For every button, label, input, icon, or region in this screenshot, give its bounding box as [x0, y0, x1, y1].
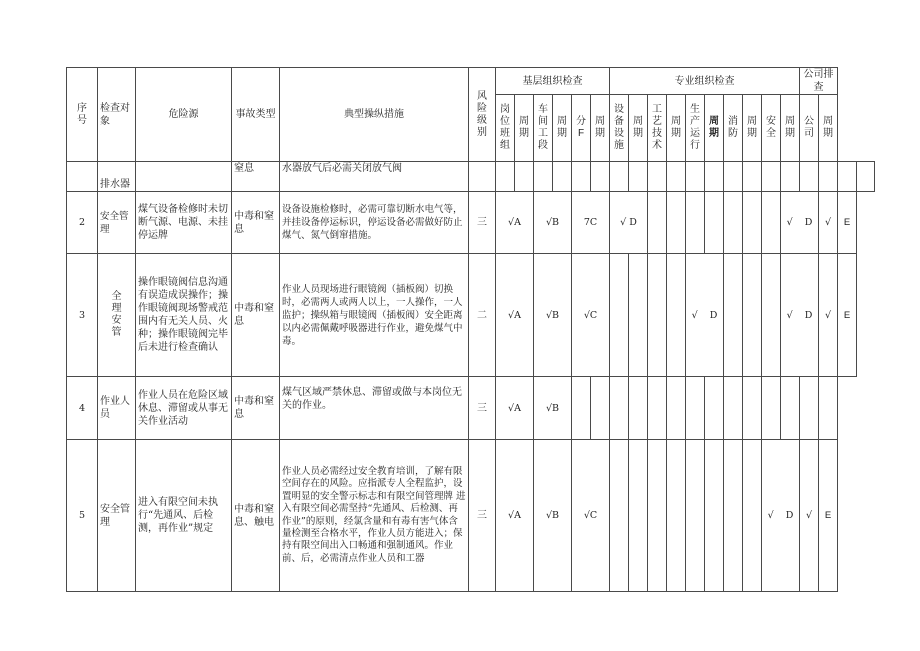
header-seq: 序号 [67, 68, 98, 162]
sub-production: 生产运行 [686, 95, 705, 162]
cell [781, 377, 800, 440]
cell [762, 377, 781, 440]
row-object: 作业人员 [98, 377, 136, 440]
cell [743, 440, 762, 592]
cell [572, 377, 591, 440]
header-measures: 典型操纵措施 [280, 68, 469, 162]
row-risk: 三 [469, 377, 496, 440]
header-object: 检查对象 [98, 68, 136, 162]
sub-cycle: 周期 [743, 95, 762, 162]
header-accident-type: 事故类型 [232, 68, 280, 162]
row-measures: 作业人员现场进行眼镜阀（插板阀）切换时，必需两人或两人以上，一人操作，一人监护；操纵箱与眼镜阀（插板阀）安全距离以内必需佩戴呼吸器进行作业，避免煤气中毒。 [280, 254, 469, 377]
cell-company-check: √ [819, 192, 838, 254]
cell [667, 440, 686, 592]
sub-post: 岗位班组 [496, 95, 515, 162]
sub-branch: 分F [572, 95, 591, 162]
cell [496, 162, 515, 192]
sub-workshop: 车间工段 [534, 95, 553, 162]
cell [610, 377, 629, 440]
cell-safety: √ D [781, 254, 819, 377]
cell [648, 377, 667, 440]
cell-production: √ D [686, 254, 724, 377]
row-seq [67, 162, 98, 192]
cell [800, 377, 819, 440]
cell [534, 162, 553, 192]
header-group-basic: 基层组织检查 [496, 68, 610, 95]
row-accident: 窒息 [232, 162, 280, 192]
cell-equipment: √ D [610, 192, 648, 254]
row-risk: 三 [469, 192, 496, 254]
cell-safety: √ D [781, 192, 819, 254]
row-measures: 水器放气后必需关闭放气阀 [280, 162, 469, 192]
cell-workshop: √B [534, 440, 572, 592]
sub-equipment: 设备设施 [610, 95, 629, 162]
sub-process: 工艺技术 [648, 95, 667, 162]
row-accident: 中毒和窒息 [232, 254, 280, 377]
cell [724, 254, 743, 377]
cell [724, 377, 743, 440]
cell [762, 192, 781, 254]
cell [705, 192, 724, 254]
cell [591, 377, 610, 440]
cell-branch: 7C [572, 192, 610, 254]
header-hazard: 危险源 [136, 68, 232, 162]
cell [838, 162, 857, 192]
cell [705, 377, 724, 440]
cell [648, 162, 667, 192]
cell [648, 192, 667, 254]
cell-workshop: √B [534, 192, 572, 254]
cell [629, 162, 648, 192]
cell [743, 162, 762, 192]
cell [762, 162, 781, 192]
cell-post: √A [496, 192, 534, 254]
sub-cycle: 周期 [591, 95, 610, 162]
cell [762, 254, 781, 377]
cell-branch: √C [572, 440, 610, 592]
cell [724, 192, 743, 254]
row-risk: 三 [469, 440, 496, 592]
sub-cycle: 周期 [781, 95, 800, 162]
cell [705, 162, 724, 192]
cell [591, 162, 610, 192]
sub-company: 公司 [800, 95, 819, 162]
cell [686, 440, 705, 592]
cell [705, 440, 724, 592]
cell [857, 162, 875, 192]
cell [667, 192, 686, 254]
row-risk [469, 162, 496, 192]
cell [686, 162, 705, 192]
cell [743, 377, 762, 440]
row-measures: 煤气区域严禁休息、滞留或做与本岗位无关的作业。 [280, 377, 469, 440]
row-accident: 中毒和窒息 [232, 192, 280, 254]
cell [743, 192, 762, 254]
cell [667, 254, 686, 377]
cell [686, 192, 705, 254]
row-hazard: 作业人员在危险区域休息、滞留或从事无关作业活动 [136, 377, 232, 440]
cell [553, 162, 572, 192]
cell [515, 162, 534, 192]
row-hazard: 进入有限空间未执行“先通风、后检测，再作业”规定 [136, 440, 232, 592]
cell-post: √A [496, 377, 534, 440]
cell [819, 377, 838, 440]
row-accident: 中毒和窒息 [232, 377, 280, 440]
cell [610, 162, 629, 192]
cell [800, 162, 819, 192]
row-object: 安全管理 [98, 440, 136, 592]
cell-post: √A [496, 440, 534, 592]
sub-cycle: 周期 [819, 95, 838, 162]
cell [743, 254, 762, 377]
cell [686, 377, 705, 440]
inspection-table [66, 67, 875, 592]
row-measures: 作业人员必需经过安全教育培训，了解有限空间存在的风险。应指派专人全程监护，设置明显的安全警示标志和有限空间管理牌 进入有限空间必需坚持“先通风、后检测、再作业”的原则，经氯含量和有毒有害气体含量检测至合格水平，作业人员方能进入；保持有限空间出入口畅通和强制通风。作业前、后，必需清点作业人员和工器 [280, 440, 469, 592]
sub-cycle: 周期 [705, 95, 724, 162]
row-object: 安全管理 [98, 192, 136, 254]
header-group-company: 公司排查 [800, 68, 838, 95]
cell-safety: √ D [762, 440, 800, 592]
header-risk-level: 风险级别 [469, 68, 496, 162]
cell [648, 440, 667, 592]
row-seq: 2 [67, 192, 98, 254]
cell [667, 377, 686, 440]
cell [629, 440, 648, 592]
row-measures: 设备设施检修时，必需可靠切断水电气等，并挂设备停运标识，停运设备必需做好防止煤气、氮气倒窜措施。 [280, 192, 469, 254]
row-seq: 5 [67, 440, 98, 592]
cell [724, 440, 743, 592]
cell [629, 254, 648, 377]
row-object: 全理安管 [98, 254, 136, 377]
cell [648, 254, 667, 377]
cell-company-check: √ [800, 440, 819, 592]
cell-post: √A [496, 254, 534, 377]
row-object: 排水器 [98, 162, 136, 192]
cell [724, 162, 743, 192]
cell-workshop: √B [534, 254, 572, 377]
cell [572, 162, 591, 192]
cell [629, 377, 648, 440]
cell-company-cycle: E [819, 440, 838, 592]
cell-company-check: √ [819, 254, 838, 377]
row-hazard: 煤气设备检修时未切断气源、电源、未挂停运牌 [136, 192, 232, 254]
sub-fire: 消防 [724, 95, 743, 162]
row-risk: 二 [469, 254, 496, 377]
sub-safety: 安全 [762, 95, 781, 162]
header-group-pro: 专业组织检查 [610, 68, 800, 95]
row-hazard: 操作眼镜阀信息沟通有误造成误操作；操作眼镜阀现场警戒范围内有无关人员、火种；操作眼镜阀完毕后未进行检查确认 [136, 254, 232, 377]
cell-company-cycle: E [838, 254, 857, 377]
sub-cycle: 周期 [515, 95, 534, 162]
sub-cycle: 周期 [553, 95, 572, 162]
row-accident: 中毒和窒息、触电 [232, 440, 280, 592]
cell-branch: √C [572, 254, 610, 377]
sub-cycle: 周期 [629, 95, 648, 162]
row-seq: 4 [67, 377, 98, 440]
cell-workshop: √B [534, 377, 572, 440]
row-hazard [136, 162, 232, 192]
cell [610, 254, 629, 377]
sub-cycle: 周期 [667, 95, 686, 162]
cell-company-cycle: E [838, 192, 857, 254]
row-seq: 3 [67, 254, 98, 377]
cell [819, 162, 838, 192]
cell [667, 162, 686, 192]
cell [781, 162, 800, 192]
cell [610, 440, 629, 592]
